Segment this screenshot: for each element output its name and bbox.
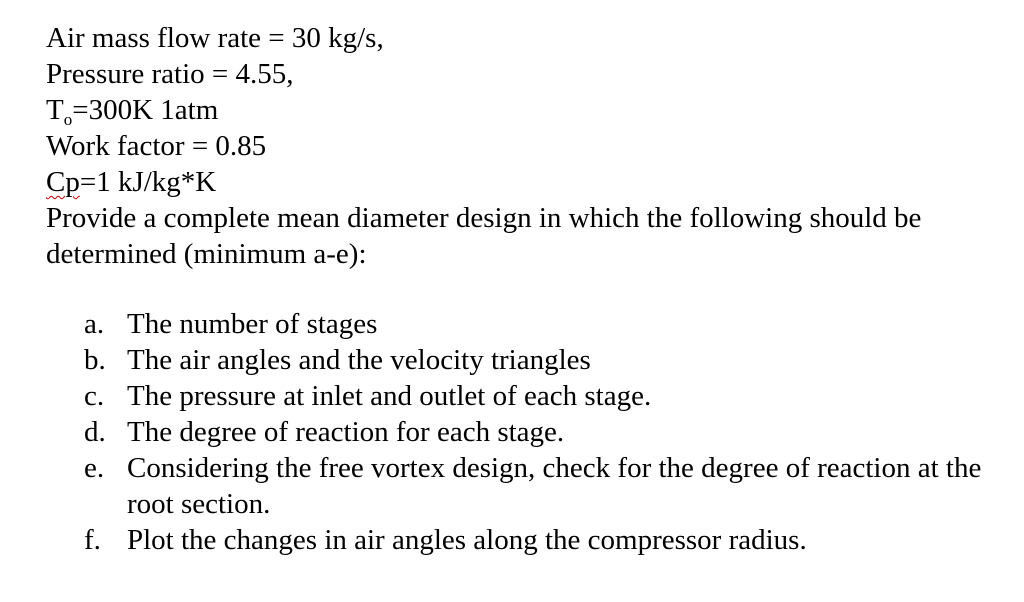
task-item-d: [46, 414, 1007, 450]
temperature-symbol: T: [46, 94, 64, 126]
design-prompt: Provide a complete mean diameter design in which the following should be determined (minimum a-e):: [46, 202, 922, 270]
task-marker: e.: [84, 452, 105, 484]
task-marker: d.: [84, 416, 106, 448]
given-mass-flow-rate: Air mass flow rate = 30 kg/s,: [46, 22, 384, 54]
task-text: The number of stages: [127, 308, 378, 340]
task-marker: f.: [84, 524, 101, 556]
task-item-f: [46, 522, 1007, 558]
document-body: [46, 20, 1006, 558]
specific-heat-value: =1 kJ/kg*K: [79, 166, 217, 198]
task-text: The air angles and the velocity triangles: [127, 344, 591, 376]
task-item-b: [46, 342, 1007, 378]
given-work-factor: Work factor = 0.85: [46, 130, 267, 162]
given-specific-heat: [46, 164, 1006, 200]
inlet-conditions-value: =300K 1atm: [72, 94, 219, 126]
task-text: Plot the changes in air angles along the compressor radius.: [127, 524, 807, 556]
task-marker: c.: [84, 380, 105, 412]
given-pressure-ratio: Pressure ratio = 4.55,: [46, 58, 294, 90]
task-list: [46, 306, 1006, 558]
task-item-c: [46, 378, 1007, 414]
given-inlet-conditions: [46, 92, 1006, 128]
task-marker: b.: [84, 344, 106, 376]
temperature-subscript: o: [63, 110, 73, 129]
paragraph-spacer: [46, 272, 1006, 306]
task-text: The pressure at inlet and outlet of each stage.: [127, 380, 652, 412]
task-marker: a.: [84, 308, 105, 340]
task-item-a: [46, 306, 1007, 342]
specific-heat-symbol-spellcheck: Cp: [46, 166, 80, 198]
task-item-e: [46, 450, 1007, 522]
task-text: Considering the free vortex design, check for the degree of reaction at the root section.: [127, 452, 982, 520]
task-text: The degree of reaction for each stage.: [127, 416, 565, 448]
